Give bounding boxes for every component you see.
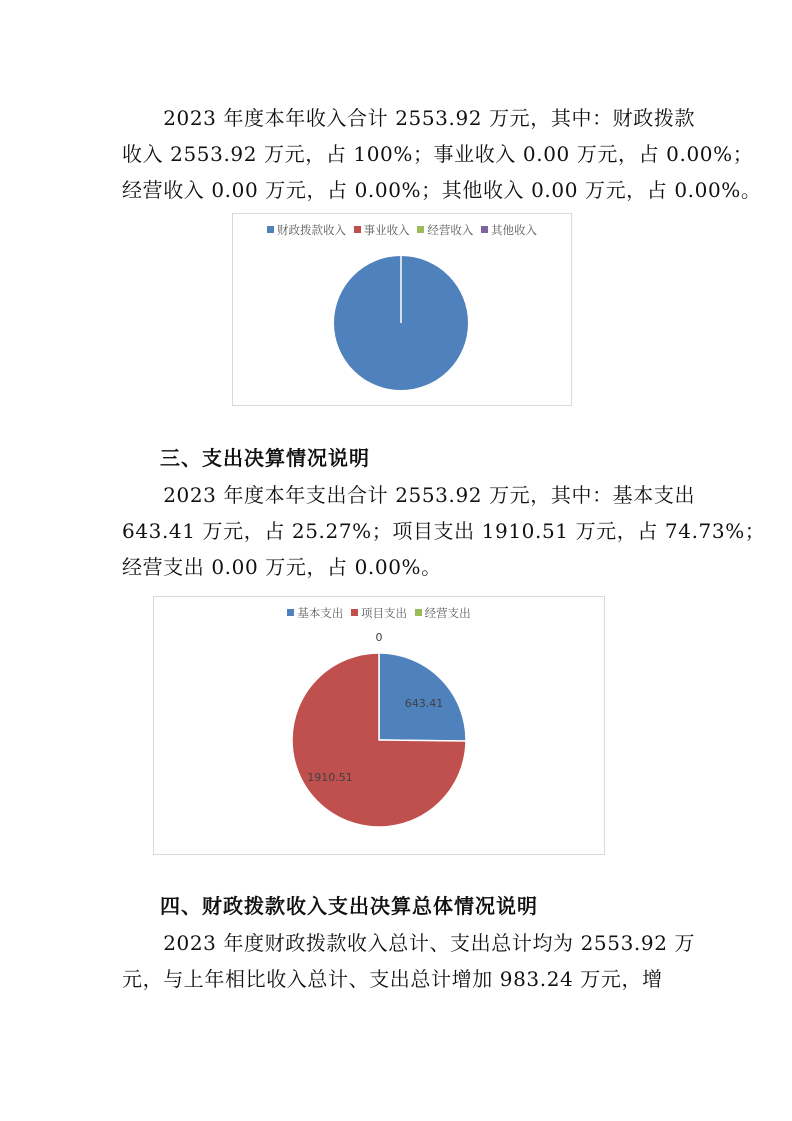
expense-line-2: 643.41 万元，占 25.27%；项目支出 1910.51 万元，占 74.73%； [122, 519, 766, 543]
expense-paragraph [122, 477, 766, 585]
expense-line-1: 2023 年度本年支出合计 2553.92 万元，其中：基本支出 [122, 483, 696, 507]
expense-line-3: 经营支出 0.00 万元，占 0.00%。 [122, 555, 442, 579]
income-line-3: 经营收入 0.00 万元，占 0.00%；其他收入 0.00 万元，占 0.00%。 [122, 178, 762, 202]
fiscal-line-2: 元，与上年相比收入总计、支出总计增加 983.24 万元，增 [122, 967, 663, 991]
income-paragraph [122, 100, 762, 208]
data-label-0: 643.41 [404, 697, 444, 710]
expense-pie-svg [154, 597, 604, 854]
data-label-2: 0 [375, 631, 383, 644]
section-heading-expense: 三、支出决算情况说明 [160, 446, 370, 470]
income-pie-svg [233, 214, 571, 405]
income-pie-chart [232, 213, 572, 406]
legend-item-operating-income: 经营收入 [417, 222, 473, 238]
legend-item-other-income: 其他收入 [481, 222, 537, 238]
income-line-1: 2023 年度本年收入合计 2553.92 万元，其中：财政拨款 [122, 106, 696, 130]
legend-item-basic-expense: 基本支出 [287, 605, 343, 621]
fiscal-paragraph [122, 925, 696, 997]
legend-item-operating-expense: 经营支出 [415, 605, 471, 621]
fiscal-line-1: 2023 年度财政拨款收入总计、支出总计均为 2553.92 万 [122, 931, 696, 955]
legend-item-fiscal-income: 财政拨款收入 [267, 222, 346, 238]
section-heading-fiscal: 四、财政拨款收入支出决算总体情况说明 [160, 894, 538, 918]
income-line-2: 收入 2553.92 万元，占 100%；事业收入 0.00 万元，占 0.00%； [122, 142, 754, 166]
data-label-1: 1910.51 [307, 771, 353, 784]
expense-pie-chart [153, 596, 605, 855]
legend-item-project-expense: 项目支出 [351, 605, 407, 621]
legend-item-business-income: 事业收入 [354, 222, 410, 238]
